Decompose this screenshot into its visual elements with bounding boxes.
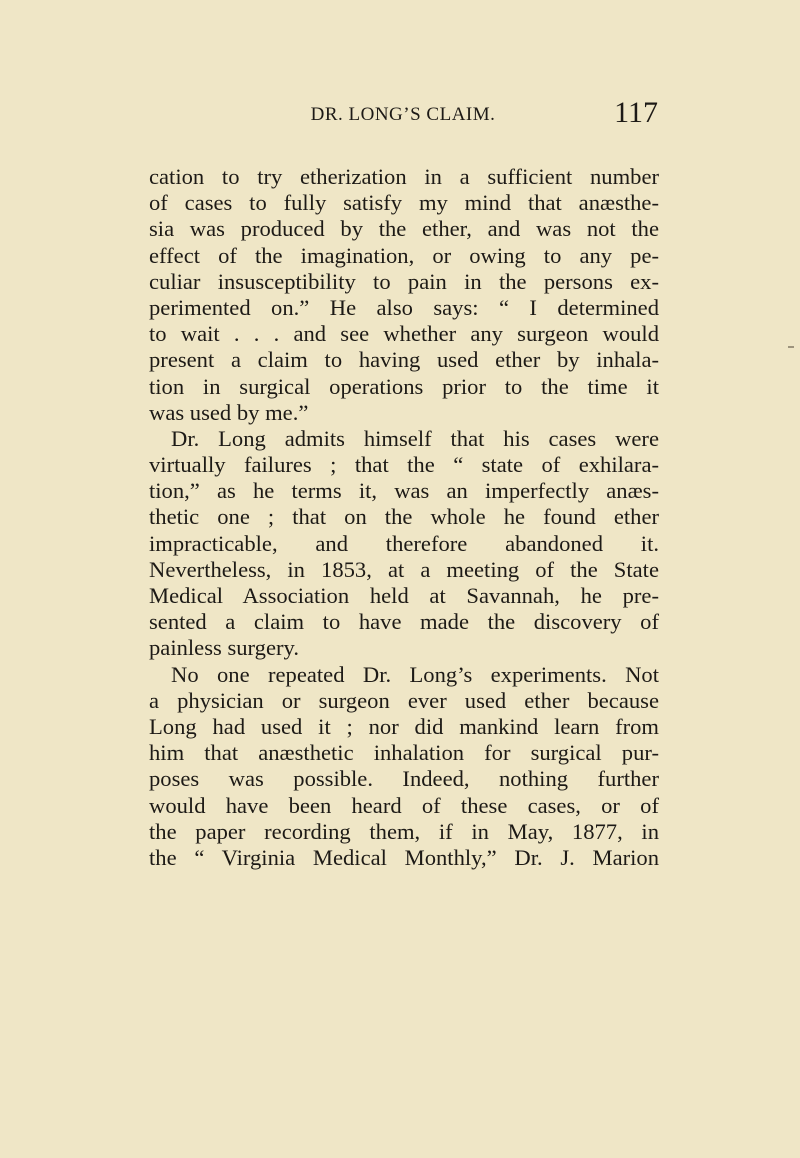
text-line: effect of the imagination, or owing to any pe- xyxy=(149,242,659,268)
page-number: 117 xyxy=(614,96,658,129)
text-line: No one repeated Dr. Long’s experiments. Not xyxy=(171,661,659,687)
text-line: the “ Virginia Medical Monthly,” Dr. J. Marion xyxy=(149,844,659,870)
text-line: thetic one ; that on the whole he found ether xyxy=(149,504,659,530)
text-line: sia was produced by the ether, and was not the xyxy=(149,216,659,242)
text-line: him that anæsthetic inhalation for surgical pur- xyxy=(149,740,659,766)
text-line: sented a claim to have made the discovery of xyxy=(149,609,659,635)
text-line: painless surgery. xyxy=(149,635,299,661)
text-line: was used by me.” xyxy=(149,399,309,425)
running-head xyxy=(148,88,658,128)
text-line: perimented on.” He also says: “ I determined xyxy=(149,294,659,320)
text-line: to wait . . . and see whether any surgeon would xyxy=(149,321,659,347)
text-line: the paper recording them, if in May, 1877, in xyxy=(149,818,659,844)
text-line: cation to try etherization in a sufficient number xyxy=(149,164,659,189)
text-line: Medical Association held at Savannah, he pre- xyxy=(149,583,659,608)
running-title: DR. LONG’S CLAIM. xyxy=(310,104,496,125)
text-line: a physician or surgeon ever used ether because xyxy=(149,687,659,713)
text-line: virtually failures ; that the “ state of exhilara- xyxy=(149,452,659,478)
text-line: Long had used it ; nor did mankind learn from xyxy=(149,713,659,739)
text-line: Dr. Long admits himself that his cases were xyxy=(171,425,659,451)
text-line: Nevertheless, in 1853, at a meeting of the State xyxy=(149,556,659,582)
text-line: present a claim to having used ether by inhala- xyxy=(149,347,659,373)
text-line: poses was possible. Indeed, nothing further xyxy=(149,766,659,792)
text-line: tion,” as he terms it, was an imperfectly anæs- xyxy=(149,478,659,504)
text-line: would have been heard of these cases, or of xyxy=(149,792,659,818)
text-line: tion in surgical operations prior to the time it xyxy=(149,373,659,399)
body-text xyxy=(149,164,659,871)
text-line: impracticable, and therefore abandoned it. xyxy=(149,530,659,556)
paper-speck xyxy=(788,346,794,348)
text-line: culiar insusceptibility to pain in the persons ex- xyxy=(149,268,659,294)
text-line: of cases to fully satisfy my mind that anæsthe- xyxy=(149,190,659,216)
